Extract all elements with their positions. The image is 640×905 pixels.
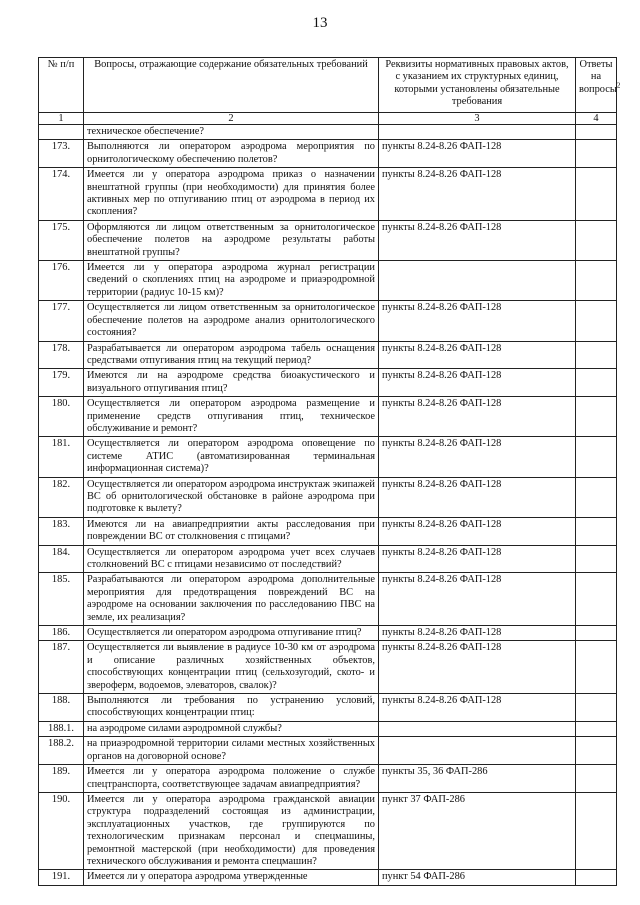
row-number: 179. <box>39 369 84 397</box>
row-number: 187. <box>39 641 84 694</box>
row-number: 188.1. <box>39 721 84 736</box>
column-number: 4 <box>576 113 617 125</box>
header-question: Вопросы, отражающие содержание обязательных требований <box>84 58 379 113</box>
answer-cell[interactable] <box>576 870 617 885</box>
row-question: Имеется ли у оператора аэродрома положение о службе спецтранспорта, соответствующее задачам авиапредприятия? <box>84 765 379 793</box>
row-reference: пункты 8.24-8.26 ФАП-128 <box>379 573 576 626</box>
table-row <box>39 301 617 341</box>
row-reference: пункт 54 ФАП-286 <box>379 870 576 885</box>
table-row <box>39 220 617 260</box>
row-number: 174. <box>39 168 84 221</box>
table-row <box>39 573 617 626</box>
row-question: техническое обеспечение? <box>84 125 379 140</box>
row-question: Осуществляется ли оператором аэродрома размещение и применение средств отпугивания птиц, техническое обслуживание и ремонт? <box>84 397 379 437</box>
table-row <box>39 140 617 168</box>
row-number: 175. <box>39 220 84 260</box>
table-row <box>39 792 617 869</box>
row-reference: пункты 8.24-8.26 ФАП-128 <box>379 626 576 641</box>
row-reference <box>379 261 576 301</box>
table-body <box>39 125 617 886</box>
row-question: на аэродроме силами аэродромной службы? <box>84 721 379 736</box>
row-reference: пункты 8.24-8.26 ФАП-128 <box>379 397 576 437</box>
table-row <box>39 870 617 885</box>
row-reference: пункты 8.24-8.26 ФАП-128 <box>379 545 576 573</box>
table-row <box>39 125 617 140</box>
row-reference: пункты 8.24-8.26 ФАП-128 <box>379 168 576 221</box>
header-answer <box>576 58 621 113</box>
table-row <box>39 626 617 641</box>
answer-cell[interactable] <box>576 301 617 341</box>
row-number: 183. <box>39 517 84 545</box>
header-answer-text: Ответы на вопросы <box>579 59 617 95</box>
row-number: 189. <box>39 765 84 793</box>
table-row <box>39 545 617 573</box>
answer-cell[interactable] <box>576 545 617 573</box>
answer-cell[interactable] <box>576 437 617 477</box>
row-question: Выполняются ли оператором аэродрома мероприятия по орнитологическому обеспечению полетов? <box>84 140 379 168</box>
answer-cell[interactable] <box>576 517 617 545</box>
row-question: Осуществляется ли выявление в радиусе 10-30 км от аэродрома и описание различных хозяйственных объектов, способствующих концентрации птиц (сельхозугодий, ското- и звероферм, водоемов, элеваторов, свалок)? <box>84 641 379 694</box>
row-number: 185. <box>39 573 84 626</box>
table-row <box>39 168 617 221</box>
row-number: 182. <box>39 477 84 517</box>
row-number: 184. <box>39 545 84 573</box>
footnote-mark: 2 <box>616 81 621 90</box>
answer-cell[interactable] <box>576 792 617 869</box>
row-question: Разрабатывается ли оператором аэродрома табель оснащения средствами отпугивания птиц на текущий период? <box>84 341 379 369</box>
answer-cell[interactable] <box>576 369 617 397</box>
row-reference: пункты 8.24-8.26 ФАП-128 <box>379 220 576 260</box>
requirements-table <box>38 57 621 886</box>
row-question: Разрабатываются ли оператором аэродрома дополнительные мероприятия для предотвращения повреждений ВС на аэродроме на основании заключения по расследованию ПВС на земле, их реализация? <box>84 573 379 626</box>
answer-cell[interactable] <box>576 140 617 168</box>
row-question: Осуществляется ли оператором аэродрома учет всех случаев столкновений ВС с птицами независимо от последствий? <box>84 545 379 573</box>
row-question: Имеются ли на авиапредприятии акты расследования при повреждении ВС от столкновения с птицами? <box>84 517 379 545</box>
row-question: Осуществляется ли оператором аэродрома инструктаж экипажей ВС об орнитологической обстановке в районе аэродрома при подготовке к вылету? <box>84 477 379 517</box>
row-reference <box>379 721 576 736</box>
row-number: 178. <box>39 341 84 369</box>
row-question: Имеются ли на аэродроме средства биоакустического и визуального отпугивания птиц? <box>84 369 379 397</box>
row-question: Осуществляется ли оператором аэродрома оповещение по системе АТИС (автоматизированная терминальная информационная система)? <box>84 437 379 477</box>
answer-cell[interactable] <box>576 397 617 437</box>
answer-cell[interactable] <box>576 737 617 765</box>
row-reference: пункты 8.24-8.26 ФАП-128 <box>379 641 576 694</box>
table-row <box>39 694 617 722</box>
answer-cell[interactable] <box>576 694 617 722</box>
row-reference: пункты 8.24-8.26 ФАП-128 <box>379 341 576 369</box>
column-number-row <box>39 113 617 125</box>
answer-cell[interactable] <box>576 341 617 369</box>
header-row <box>39 58 617 113</box>
answer-cell[interactable] <box>576 641 617 694</box>
row-number: 190. <box>39 792 84 869</box>
row-reference: пункт 37 ФАП-286 <box>379 792 576 869</box>
row-number: 188.2. <box>39 737 84 765</box>
row-reference: пункты 8.24-8.26 ФАП-128 <box>379 437 576 477</box>
row-question: Имеется ли у оператора аэродрома приказ о назначении внештатной группы (при необходимости) для принятия более активных мер по отпугиванию птиц от аэродрома в период их скопления? <box>84 168 379 221</box>
row-number: 191. <box>39 870 84 885</box>
answer-cell[interactable] <box>576 125 617 140</box>
row-number: 186. <box>39 626 84 641</box>
row-reference: пункты 8.24-8.26 ФАП-128 <box>379 140 576 168</box>
header-reference: Реквизиты нормативных правовых актов, с указанием их структурных единиц, которыми установлены обязательные требования <box>379 58 576 113</box>
row-reference: пункты 35, 36 ФАП-286 <box>379 765 576 793</box>
row-reference: пункты 8.24-8.26 ФАП-128 <box>379 301 576 341</box>
table-row <box>39 641 617 694</box>
row-number: 188. <box>39 694 84 722</box>
table-row <box>39 477 617 517</box>
row-question: Осуществляется ли лицом ответственным за орнитологическое обеспечение полетов на аэродроме анализ орнитологического состояния? <box>84 301 379 341</box>
table-row <box>39 721 617 736</box>
column-number: 1 <box>39 113 84 125</box>
row-reference: пункты 8.24-8.26 ФАП-128 <box>379 517 576 545</box>
row-reference <box>379 125 576 140</box>
row-number: 176. <box>39 261 84 301</box>
table-row <box>39 261 617 301</box>
answer-cell[interactable] <box>576 220 617 260</box>
row-question: Оформляются ли лицом ответственным за орнитологическое обеспечение полетов на аэродроме результаты работы внештатной группы? <box>84 220 379 260</box>
row-number: 180. <box>39 397 84 437</box>
row-question: на приаэродромной территории силами местных хозяйственных органов на договорной основе? <box>84 737 379 765</box>
row-number <box>39 125 84 140</box>
row-reference: пункты 8.24-8.26 ФАП-128 <box>379 477 576 517</box>
answer-cell[interactable] <box>576 573 617 626</box>
table-row <box>39 397 617 437</box>
row-question: Осуществляется ли оператором аэродрома отпугивание птиц? <box>84 626 379 641</box>
column-number: 2 <box>84 113 379 125</box>
answer-cell[interactable] <box>576 721 617 736</box>
row-question: Имеется ли у оператора аэродрома утвержденные <box>84 870 379 885</box>
answer-cell[interactable] <box>576 261 617 301</box>
row-reference: пункты 8.24-8.26 ФАП-128 <box>379 369 576 397</box>
answer-cell[interactable] <box>576 626 617 641</box>
column-number: 3 <box>379 113 576 125</box>
table-row <box>39 437 617 477</box>
row-question: Выполняются ли требования по устранению условий, способствующих концентрации птиц: <box>84 694 379 722</box>
page-number: 13 <box>312 15 328 31</box>
row-reference: пункты 8.24-8.26 ФАП-128 <box>379 694 576 722</box>
row-reference <box>379 737 576 765</box>
answer-cell[interactable] <box>576 168 617 221</box>
answer-cell[interactable] <box>576 765 617 793</box>
row-question: Имеется ли у оператора аэродрома журнал регистрации сведений о скоплениях птиц на аэродроме и приаэродромной территории (радиус 10-15 км)? <box>84 261 379 301</box>
row-number: 177. <box>39 301 84 341</box>
row-number: 181. <box>39 437 84 477</box>
table-row <box>39 369 617 397</box>
table-row <box>39 737 617 765</box>
table-row <box>39 341 617 369</box>
header-num: № п/п <box>39 58 84 113</box>
table-row <box>39 517 617 545</box>
answer-cell[interactable] <box>576 477 617 517</box>
row-question: Имеется ли у оператора аэродрома гражданской авиации структура подразделений состоящая из администрации, эксплуатационных участков, где группируются по технологическим признакам персонал и спецмашины, ремонтной мастерской (при необходимости) для проведения технического обслуживания и ремонта спецмашин? <box>84 792 379 869</box>
table-row <box>39 765 617 793</box>
row-number: 173. <box>39 140 84 168</box>
